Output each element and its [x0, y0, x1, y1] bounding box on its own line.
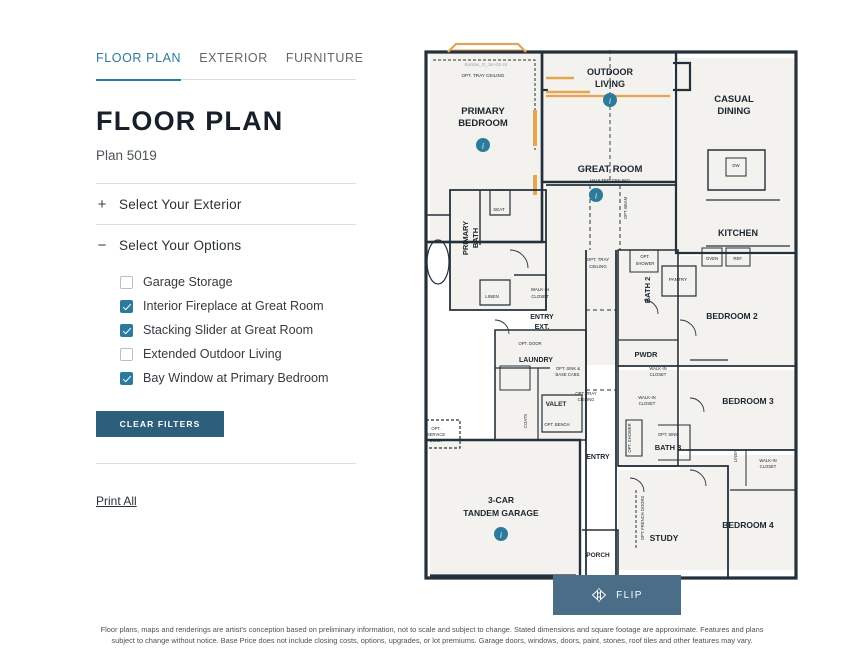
svg-text:PRIMARY: PRIMARY — [461, 220, 470, 256]
svg-text:OPT. SINK &: OPT. SINK & — [555, 366, 581, 371]
info-dot-garage — [494, 527, 508, 541]
legal-disclaimer: Floor plans, maps and renderings are artist's conception based on preliminary information, not to scale and subject to change. Stated dimensions and square footage are approximate. Features and plans subject to change without notice. Base Price does not include closing costs, options, upgrades, or lot premiums. Garage doors, windows, doors, paint, stones, roof tiles and other features may vary. — [100, 625, 764, 645]
svg-text:OPT. TRAY: OPT. TRAY — [586, 257, 610, 262]
tab-furniture[interactable]: FURNITURE — [285, 51, 364, 65]
svg-text:REF.: REF. — [733, 256, 743, 261]
svg-text:LAUNDRY: LAUNDRY — [519, 357, 553, 364]
svg-text:STUDY: STUDY — [649, 533, 679, 543]
accordion-exterior-label: Select Your Exterior — [119, 197, 242, 212]
svg-text:BEDROOM 2: BEDROOM 2 — [706, 311, 758, 321]
svg-text:SEAT: SEAT — [493, 207, 505, 212]
info-dot-great-room — [589, 188, 603, 202]
accordion-options-label: Select Your Options — [119, 238, 242, 253]
svg-text:OPT.: OPT. — [431, 426, 441, 431]
info-dot-primary-bedroom — [476, 138, 490, 152]
flip-icon — [591, 587, 607, 603]
svg-text:TANDEM GARAGE: TANDEM GARAGE — [463, 508, 539, 518]
svg-text:LIVING: LIVING — [594, 79, 626, 89]
checkbox-bay-window[interactable] — [120, 372, 133, 385]
tab-bar — [96, 50, 364, 80]
accordion-select-your-exterior[interactable] — [96, 184, 356, 224]
svg-text:BATH: BATH — [471, 227, 480, 249]
svg-text:OPT. FRENCH DOORS: OPT. FRENCH DOORS — [640, 495, 645, 541]
option-garage-storage[interactable] — [120, 275, 356, 289]
checkbox-extended-outdoor-living[interactable] — [120, 348, 133, 361]
svg-text:BEDROOM 3: BEDROOM 3 — [722, 396, 774, 406]
option-stacking-slider-at-great-room[interactable] — [120, 323, 356, 337]
svg-text:PORCH: PORCH — [586, 552, 610, 559]
svg-text:DW: DW — [732, 163, 740, 168]
option-label: Interior Fireplace at Great Room — [143, 299, 324, 313]
svg-text:WALK-IN: WALK-IN — [759, 458, 777, 463]
accordion-select-your-options[interactable] — [96, 225, 356, 265]
divider-3 — [96, 463, 356, 464]
svg-text:VALET: VALET — [545, 401, 567, 408]
page-title: FLOOR PLAN — [96, 106, 284, 136]
flip-button[interactable] — [553, 575, 681, 615]
option-extended-outdoor-living[interactable] — [120, 347, 356, 361]
svg-text:ENTRY: ENTRY — [530, 314, 554, 321]
option-label: Bay Window at Primary Bedroom — [143, 371, 329, 385]
svg-text:BEDROOM 4: BEDROOM 4 — [722, 520, 774, 530]
svg-text:CEILING: CEILING — [589, 264, 607, 269]
checkbox-garage-storage[interactable] — [120, 276, 133, 289]
svg-text:OPT. SINK: OPT. SINK — [657, 432, 679, 437]
svg-text:OPT. BENCH: OPT. BENCH — [544, 422, 570, 427]
svg-text:PRIMARY: PRIMARY — [461, 106, 505, 117]
info-dot-outdoor-living — [603, 93, 617, 107]
plus-icon: + — [97, 196, 107, 213]
plan-watermark: Bonitas_O_Jun-02-24 — [464, 62, 508, 67]
svg-text:BASE CABS.: BASE CABS. — [555, 372, 581, 377]
plan-name: Plan 5019 — [96, 148, 157, 163]
svg-text:i: i — [481, 141, 485, 151]
svg-text:ENTRY: ENTRY — [586, 454, 610, 461]
svg-text:VAULTED CEILING: VAULTED CEILING — [589, 178, 631, 183]
svg-text:OPT. SHOWER: OPT. SHOWER — [627, 423, 632, 453]
svg-text:WALK-IN: WALK-IN — [649, 366, 667, 371]
tab-exterior[interactable]: EXTERIOR — [199, 51, 268, 65]
checkbox-stacking-slider[interactable] — [120, 324, 133, 337]
svg-text:GREAT ROOM: GREAT ROOM — [577, 164, 643, 175]
svg-text:OVEN: OVEN — [705, 256, 719, 261]
option-interior-fireplace-at-great-room[interactable] — [120, 299, 356, 313]
svg-text:SHOWER: SHOWER — [635, 261, 655, 266]
svg-text:i: i — [594, 191, 598, 201]
minus-icon: − — [97, 237, 107, 254]
svg-text:DOOR: DOOR — [429, 438, 443, 443]
svg-text:CASUAL: CASUAL — [714, 94, 754, 105]
svg-text:CLOSET: CLOSET — [759, 464, 777, 469]
svg-text:CEILING: CEILING — [577, 397, 595, 402]
svg-text:3-CAR: 3-CAR — [488, 495, 514, 505]
option-label: Extended Outdoor Living — [143, 347, 282, 361]
svg-text:WALK-IN: WALK-IN — [638, 395, 656, 400]
option-label: Stacking Slider at Great Room — [143, 323, 314, 337]
svg-text:SERVICE: SERVICE — [426, 432, 446, 437]
svg-text:BATH 3: BATH 3 — [654, 443, 682, 452]
print-all-link[interactable]: Print All — [96, 494, 137, 508]
svg-text:i: i — [499, 530, 503, 540]
svg-text:OPT. BEAM: OPT. BEAM — [623, 196, 628, 220]
svg-text:OPT.: OPT. — [640, 254, 650, 259]
svg-text:OPT. DOOR: OPT. DOOR — [518, 341, 542, 346]
svg-text:BEDROOM: BEDROOM — [458, 118, 508, 129]
svg-text:KITCHEN: KITCHEN — [718, 228, 758, 238]
svg-text:WALK-IN: WALK-IN — [530, 287, 550, 292]
tab-floor-plan[interactable]: FLOOR PLAN — [96, 51, 181, 72]
left-panel — [96, 50, 364, 510]
svg-text:BATH 2: BATH 2 — [643, 276, 652, 304]
svg-text:EXT.: EXT. — [534, 324, 550, 331]
svg-text:PANTRY: PANTRY — [668, 277, 688, 282]
option-bay-window-at-primary-bedroom[interactable] — [120, 371, 356, 385]
svg-text:CLOSET: CLOSET — [531, 294, 549, 299]
svg-text:PWDR: PWDR — [634, 350, 658, 359]
clear-filters-button[interactable]: CLEAR FILTERS — [96, 411, 224, 437]
svg-text:OPT. TRAY: OPT. TRAY — [575, 391, 597, 396]
svg-text:LINEN: LINEN — [485, 294, 499, 299]
svg-text:CLOSET: CLOSET — [649, 372, 667, 377]
option-label: Garage Storage — [143, 275, 233, 289]
svg-text:DINING: DINING — [717, 106, 751, 117]
svg-text:CLOSET: CLOSET — [638, 401, 656, 406]
svg-text:OUTDOOR: OUTDOOR — [587, 67, 633, 77]
flip-button-label: FLIP — [616, 589, 643, 601]
svg-text:LINEN: LINEN — [733, 449, 738, 463]
svg-text:OPT. TRAY CEILING: OPT. TRAY CEILING — [461, 73, 505, 78]
svg-text:i: i — [608, 96, 612, 106]
svg-text:COATS: COATS — [523, 413, 528, 429]
floor-plan-drawing[interactable] — [410, 42, 830, 597]
options-list — [120, 275, 356, 385]
checkbox-interior-fireplace[interactable] — [120, 300, 133, 313]
